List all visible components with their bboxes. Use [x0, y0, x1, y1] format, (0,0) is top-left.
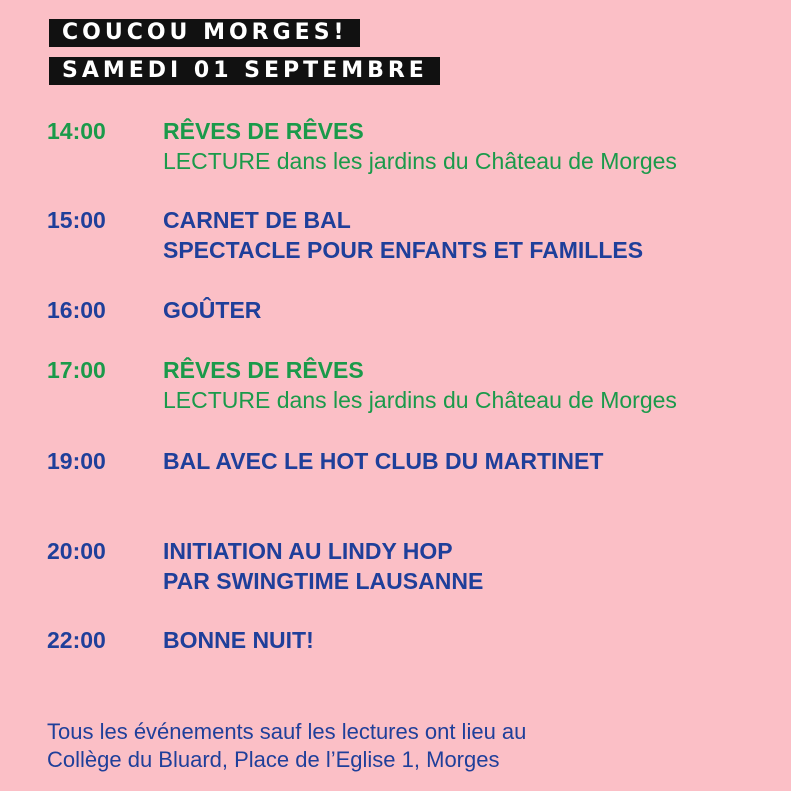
schedule-title: BAL AVEC LE HOT CLUB DU MARTINET — [163, 448, 604, 474]
schedule-title: GOÛTER — [163, 297, 262, 323]
schedule-time: 20:00 — [47, 538, 106, 564]
schedule-subtitle: LECTURE dans les jardins du Château de Morges — [163, 148, 677, 174]
schedule-subtitle: PAR SWINGTIME LAUSANNE — [163, 568, 484, 594]
event-title-banner — [49, 19, 360, 47]
event-date-banner — [49, 57, 440, 85]
event-date: SAMEDI 01 SEPTEMBRE — [62, 58, 428, 83]
schedule-time: 19:00 — [47, 448, 106, 474]
schedule-subtitle: LECTURE dans les jardins du Château de Morges — [163, 387, 677, 413]
schedule-title: CARNET DE BAL — [163, 207, 351, 233]
schedule-time: 15:00 — [47, 207, 106, 233]
schedule-title: BONNE NUIT! — [163, 627, 314, 653]
venue-note-line-1: Tous les événements sauf les lectures ont lieu au — [47, 719, 527, 744]
venue-note-line-2: Collège du Bluard, Place de l’Eglise 1, Morges — [47, 747, 500, 772]
schedule-subtitle: SPECTACLE POUR ENFANTS ET FAMILLES — [163, 237, 644, 263]
schedule-time: 14:00 — [47, 118, 106, 144]
schedule-title: INITIATION AU LINDY HOP — [163, 538, 453, 564]
venue-note — [47, 718, 526, 774]
schedule-time: 17:00 — [47, 357, 106, 383]
schedule-time: 16:00 — [47, 297, 106, 323]
event-title: COUCOU MORGES! — [62, 20, 348, 45]
schedule-title: RÊVES DE RÊVES — [163, 118, 364, 144]
schedule-time: 22:00 — [47, 627, 106, 653]
schedule-title: RÊVES DE RÊVES — [163, 357, 364, 383]
